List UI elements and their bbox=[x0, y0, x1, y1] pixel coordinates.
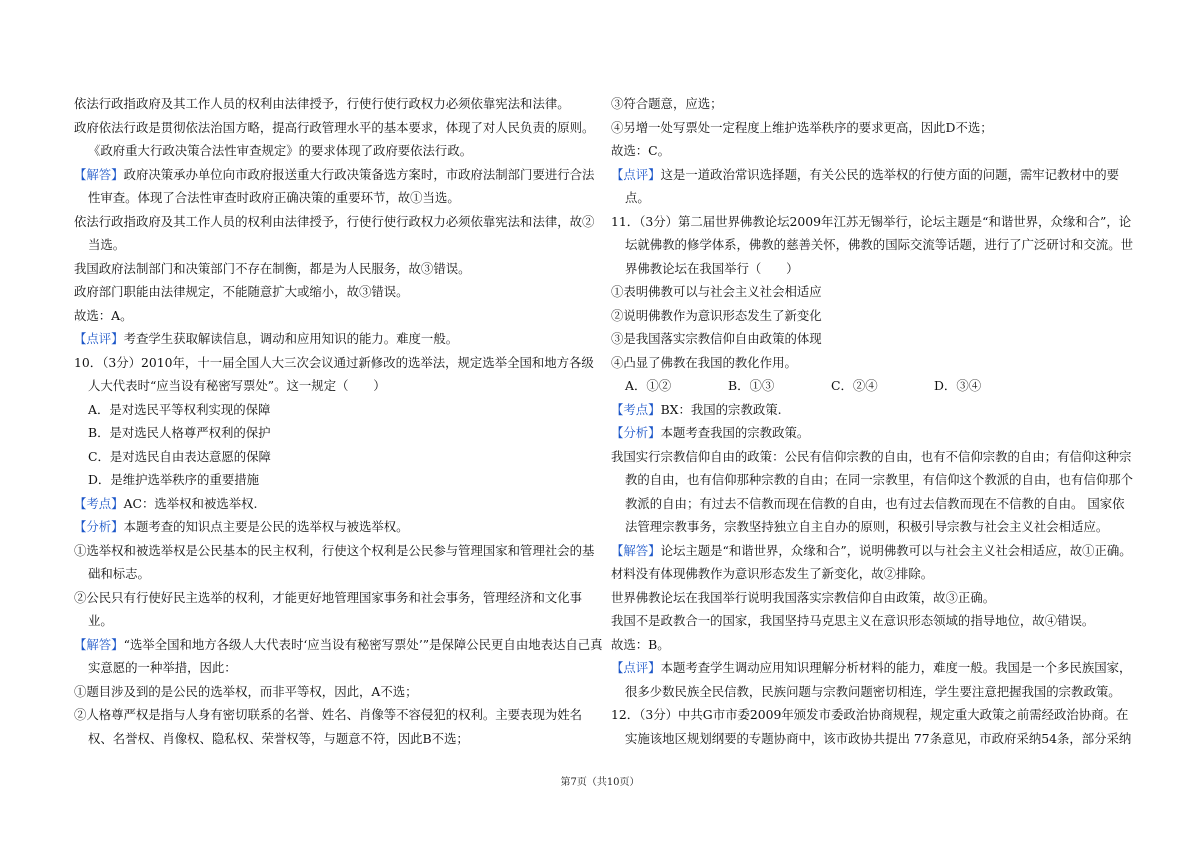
text-line bbox=[74, 139, 594, 163]
page-footer: 第7页（共10页） bbox=[560, 777, 640, 788]
line-text: BX：我国的宗教政策. bbox=[660, 401, 782, 417]
line-text: ①选举权和被选举权是公民基本的民主权利，行使这个权利是公民参与管理国家和管理社会的基 bbox=[74, 542, 595, 558]
line-text: 界佛教论坛在我国举行（ ） bbox=[625, 260, 799, 276]
line-text: 我国不是政教合一的国家，我国坚持马克思主义在意识形态领域的指导地位，故④错误。 bbox=[611, 613, 1095, 628]
text-line bbox=[611, 656, 1131, 680]
text-line bbox=[611, 186, 1131, 210]
text-line bbox=[74, 562, 594, 586]
text-line bbox=[74, 374, 594, 398]
line-text: ④另增一处写票处一定程度上维护选举秩序的要求更高，因此D不选； bbox=[611, 119, 993, 135]
answer-option: B．①③ bbox=[728, 378, 775, 393]
line-text: 依法行政指政府及其工作人员的权利由法律授予，行使行使行政权力必须依靠宪法和法律。 bbox=[74, 96, 570, 111]
line-text: 《政府重大行政决策合法性审查规定》的要求体现了政府要依法行政。 bbox=[88, 143, 473, 158]
line-text: 教的自由，也有信仰那种宗教的自由；在同一宗教里，有信仰这个教派的自由，也有信仰那个 bbox=[625, 472, 1134, 487]
right-column bbox=[611, 92, 1134, 750]
text-line bbox=[74, 351, 594, 375]
line-text: 本题考查我国的宗教政策。 bbox=[660, 425, 810, 440]
line-text: C．是对选民自由表达意愿的保障 bbox=[88, 448, 271, 464]
line-text: 实意愿的一种举措，因此： bbox=[88, 660, 237, 675]
section-tag: 【考点】 bbox=[611, 401, 661, 417]
text-line bbox=[611, 727, 1131, 751]
line-text: B．是对选民人格尊严权利的保护 bbox=[88, 425, 271, 440]
line-text: ②人格尊严权是指与人身有密切联系的名誉、姓名、肖像等不容侵犯的权利。主要表现为姓名 bbox=[74, 707, 583, 722]
text-line bbox=[74, 327, 594, 351]
line-text: 世界佛教论坛在我国举行说明我国落实宗教信仰自由政策，故③正确。 bbox=[611, 589, 996, 605]
line-text: 故选：C。 bbox=[611, 143, 671, 158]
text-line bbox=[74, 421, 594, 445]
line-text: “选举全国和地方各级人大代表时‘应当设有秘密写票处’”是保障公民更自由地表达自己真 bbox=[123, 636, 603, 652]
text-line bbox=[611, 609, 1131, 633]
line-text: 业。 bbox=[88, 613, 113, 628]
answer-option: C．②④ bbox=[831, 378, 878, 393]
line-text: 论坛主题是“和谐世界，众缘和合”，说明佛教可以与社会主义社会相适应，故①正确。 bbox=[660, 542, 1132, 558]
line-text: 材料没有体现佛教作为意识形态发生了新变化，故②排除。 bbox=[611, 566, 934, 581]
text-line bbox=[611, 327, 1131, 351]
line-text: 点。 bbox=[625, 190, 650, 205]
line-text: 础和标志。 bbox=[88, 566, 150, 581]
line-text: A．是对选民平等权利实现的保障 bbox=[88, 401, 271, 417]
text-line bbox=[611, 421, 1131, 445]
text-line bbox=[611, 116, 1131, 140]
line-text: 故选：A。 bbox=[74, 307, 133, 323]
section-tag: 【点评】 bbox=[611, 166, 661, 182]
line-text: 实施该地区规划纲要的专题协商中，该市政协共提出 77条意见，市政府采纳54条，部分采纳 bbox=[625, 730, 1132, 746]
text-line bbox=[74, 280, 594, 304]
line-text: 政府部门职能由法律规定，不能随意扩大或缩小，故③错误。 bbox=[74, 284, 409, 299]
line-text: ③是我国落实宗教信仰自由政策的体现 bbox=[611, 331, 822, 346]
text-line bbox=[611, 633, 1131, 657]
text-line bbox=[611, 492, 1131, 516]
left-column bbox=[74, 92, 603, 750]
section-tag: 【考点】 bbox=[74, 495, 124, 511]
text-line bbox=[74, 304, 594, 328]
text-line bbox=[611, 515, 1131, 539]
line-text: 这是一道政治常识选择题，有关公民的选举权的行使方面的问题，需牢记教材中的要 bbox=[660, 166, 1120, 182]
text-line bbox=[74, 116, 594, 140]
text-line bbox=[74, 515, 594, 539]
line-text: ②说明佛教作为意识形态发生了新变化 bbox=[611, 307, 822, 323]
section-tag: 【分析】 bbox=[74, 519, 124, 534]
text-line bbox=[74, 539, 594, 563]
text-line bbox=[611, 586, 1131, 610]
text-line bbox=[74, 186, 594, 210]
section-tag: 【点评】 bbox=[74, 331, 124, 346]
line-text: 11．（3分）第二届世界佛教论坛2009年江苏无锡举行，论坛主题是“和谐世界，众缘和合”，论 bbox=[611, 213, 1132, 229]
text-line bbox=[74, 468, 594, 492]
line-text: 权、名誉权、肖像权、隐私权、荣誉权等，与题意不符，因此B不选； bbox=[88, 730, 469, 746]
section-tag: 【分析】 bbox=[611, 425, 661, 440]
text-line bbox=[611, 92, 1131, 116]
text-line bbox=[74, 656, 594, 680]
text-line bbox=[74, 703, 594, 727]
text-line bbox=[74, 445, 594, 469]
text-line bbox=[611, 398, 1131, 422]
line-text: D．是维护选举秩序的重要措施 bbox=[88, 472, 260, 487]
line-text: 我国政府法制部门和决策部门不存在制衡，都是为人民服务，故③错误。 bbox=[74, 260, 471, 276]
line-text: 本题考查的知识点主要是公民的选举权与被选举权。 bbox=[123, 519, 409, 534]
text-line bbox=[74, 586, 594, 610]
line-text: 政府决策承办单位向市政府报送重大行政决策备选方案时，市政府法制部门要进行合法 bbox=[123, 166, 595, 182]
text-line bbox=[74, 680, 594, 704]
text-line bbox=[74, 633, 603, 657]
text-line bbox=[611, 163, 1131, 187]
text-line bbox=[74, 257, 594, 281]
line-text: 我国实行宗教信仰自由的政策：公民有信仰宗教的自由，也有不信仰宗教的自由；有信仰这种宗 bbox=[611, 448, 1132, 464]
section-tag: 【解答】 bbox=[74, 636, 124, 652]
line-text: 教派的自由；有过去不信教而现在信教的自由，也有过去信教而现在不信教的自由。 国家依 bbox=[625, 495, 1125, 511]
section-tag: 【解答】 bbox=[611, 542, 661, 558]
line-text: ④凸显了佛教在我国的教化作用。 bbox=[611, 354, 797, 370]
text-line bbox=[611, 304, 1131, 328]
text-line bbox=[611, 139, 1131, 163]
line-text: 法管理宗教事务，宗教坚持独立自主自办的原则，积极引导宗教与社会主义社会相适应。 bbox=[625, 519, 1109, 534]
text-line bbox=[611, 539, 1131, 563]
line-text: ②公民只有行使好民主选举的权利，才能更好地管理国家事务和社会事务，管理经济和文化事 bbox=[74, 589, 583, 605]
line-text: 考查学生获取解读信息，调动和应用知识的能力。难度一般。 bbox=[123, 331, 459, 346]
text-line bbox=[74, 492, 594, 516]
text-line bbox=[611, 680, 1131, 704]
text-line bbox=[611, 280, 1131, 304]
line-text: ①题目涉及到的是公民的选举权，而非平等权，因此，A不选； bbox=[74, 683, 418, 699]
line-text: 人大代表时“应当设有秘密写票处”。这一规定（ ） bbox=[88, 378, 386, 393]
line-text: AC：选举权和被选举权. bbox=[123, 495, 258, 511]
line-text: 10．（3分）2010年，十一届全国人大三次会议通过新修改的选举法，规定选举全国和地方各级 bbox=[74, 354, 594, 370]
line-text: 依法行政指政府及其工作人员的权利由法律授予，行使行使行政权力必须依靠宪法和法律，故② bbox=[74, 213, 595, 229]
line-text: 政府依法行政是贯彻依法治国方略，提高行政管理水平的基本要求，体现了对人民负责的原则。 bbox=[74, 119, 595, 135]
section-tag: 【解答】 bbox=[74, 166, 124, 182]
text-line bbox=[611, 257, 1131, 281]
text-line bbox=[74, 163, 594, 187]
text-line bbox=[74, 92, 594, 116]
answer-options bbox=[611, 374, 1131, 398]
text-line bbox=[74, 609, 594, 633]
line-text: 本题考查学生调动应用知识理解分析材料的能力，难度一般。我国是一个多民族国家， bbox=[660, 660, 1132, 675]
text-line bbox=[611, 233, 1134, 257]
line-text: 很多少数民族全民信教，民族问题与宗教问题密切相连，学生要注意把握我国的宗教政策。 bbox=[625, 683, 1121, 699]
text-line bbox=[74, 233, 594, 257]
line-text: 坛就佛教的修学体系，佛教的慈善关怀，佛教的国际交流等话题，进行了广泛研讨和交流。世 bbox=[625, 237, 1134, 252]
text-line bbox=[611, 703, 1131, 727]
line-text: 12．（3分）中共G市市委2009年颁发市委政治协商规程，规定重大政策之前需经政治协商。在 bbox=[611, 707, 1129, 722]
section-tag: 【点评】 bbox=[611, 660, 661, 675]
line-text: 性审查。体现了合法性审查时政府正确决策的重要环节，故①当选。 bbox=[88, 190, 460, 205]
answer-option: A．①② bbox=[625, 378, 672, 393]
text-line bbox=[611, 468, 1134, 492]
line-text: 故选：B。 bbox=[611, 636, 670, 652]
line-text: ①表明佛教可以与社会主义社会相适应 bbox=[611, 284, 822, 299]
text-line bbox=[611, 562, 1131, 586]
text-line bbox=[611, 210, 1131, 234]
text-line bbox=[74, 727, 594, 751]
answer-option: D．③④ bbox=[934, 378, 982, 393]
text-line bbox=[611, 351, 1131, 375]
text-line bbox=[74, 210, 594, 234]
text-line bbox=[611, 445, 1131, 469]
text-line bbox=[74, 398, 594, 422]
line-text: 当选。 bbox=[88, 237, 126, 252]
line-text: ③符合题意，应选； bbox=[611, 96, 723, 111]
